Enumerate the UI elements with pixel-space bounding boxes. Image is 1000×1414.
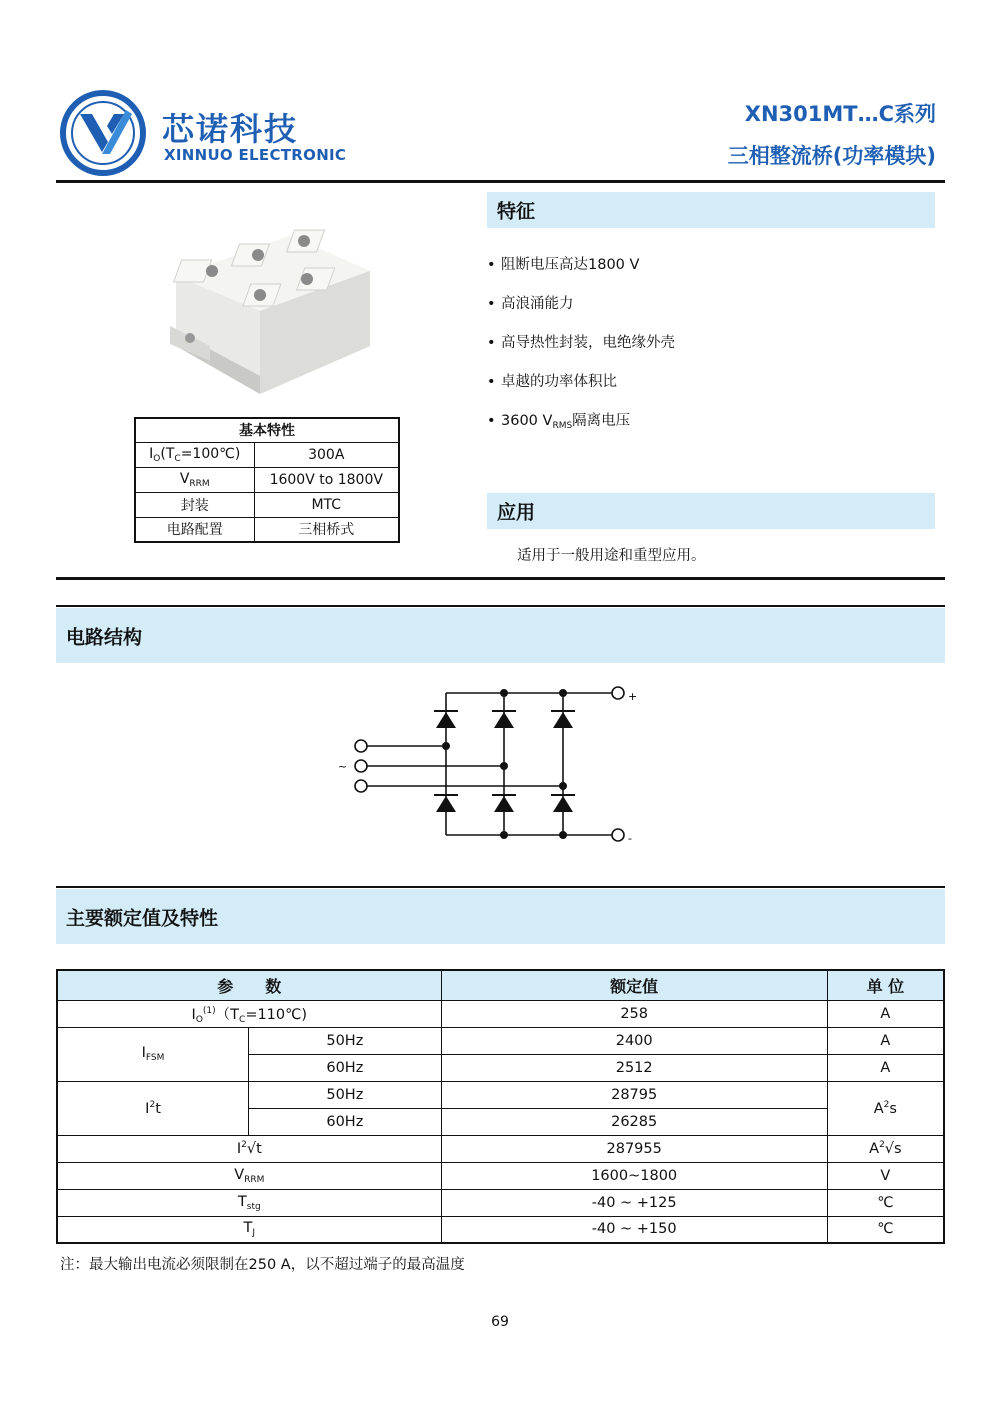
unit-cell: A [827,1027,944,1054]
value-cell: 三相桥式 [254,517,399,542]
table-row [135,492,399,517]
footnote: 注：最大输出电流必须限制在250 A，以不超过端子的最高温度 [60,1257,465,1273]
unit-cell: V [827,1162,944,1189]
param-cell: $T_J$ [57,1216,441,1243]
freq-cell: 50Hz [249,1027,442,1054]
ratings-table [56,969,945,1244]
value-cell: 26285 [441,1108,827,1135]
table-row [135,517,399,542]
param-cell: 封装 [135,492,254,517]
list-item: • 3600 $V_{RMS}$隔离电压 [487,402,675,446]
value-cell: 28795 [441,1081,827,1108]
table-row [57,1135,944,1162]
param-cell: 电路配置 [135,517,254,542]
value-cell: 1600~1800 [441,1162,827,1189]
minus-terminal-label: - [628,832,632,845]
value-cell: 287955 [441,1135,827,1162]
column-header: 单 位 [827,970,944,1000]
value-cell: 258 [441,1000,827,1027]
application-heading-bar [487,493,935,529]
features-heading-bar [487,192,935,228]
list-item: • 阻断电压高达1800 V [487,246,675,285]
freq-cell: 50Hz [249,1081,442,1108]
plus-terminal-label: + [628,690,638,703]
unit-cell: A [827,1000,944,1027]
unit-cell: ℃ [827,1189,944,1216]
section-rule [56,577,945,580]
param-cell: $I_O(T_C=100℃)$ [135,442,254,467]
company-logo [58,88,358,178]
ac-input-label: ~ [338,760,348,773]
value-cell: 300A [254,442,399,467]
logo-emblem-icon [58,88,148,178]
list-item: • 卓越的功率体积比 [487,363,675,402]
unit-cell: ℃ [827,1216,944,1243]
value-cell: -40 ~ +150 [441,1216,827,1243]
product-photo [170,226,380,396]
table-row [57,1081,944,1108]
value-cell: MTC [254,492,399,517]
series-subtitle: 三相整流桥(功率模块) [727,144,936,168]
circuit-heading: 电路结构 [66,626,143,648]
table-row [57,1027,944,1054]
basic-table-heading: 基本特性 [135,418,399,442]
circuit-heading-bar [56,608,945,663]
param-cell: $I_{FSM}$ [57,1027,249,1081]
ratings-heading: 主要额定值及特性 [66,907,219,929]
header-rule [56,180,945,183]
circuit-diagram [330,676,650,856]
value-cell: 1600V to 1800V [254,467,399,492]
param-cell: $I^2t$ [57,1081,249,1135]
application-heading: 应用 [497,501,536,524]
value-cell: -40 ~ +125 [441,1189,827,1216]
param-cell: $V_{RRM}$ [57,1162,441,1189]
company-name-en: XINNUO ELECTRONIC [164,146,347,164]
features-list [487,246,675,446]
features-heading: 特征 [497,200,536,223]
unit-cell: $A^2s$ [827,1081,944,1135]
value-cell: 2400 [441,1027,827,1054]
company-name-cn: 芯诺科技 [162,110,299,148]
table-row [57,1162,944,1189]
table-header-row [57,970,944,1000]
unit-cell: A [827,1054,944,1081]
freq-cell: 60Hz [249,1108,442,1135]
table-row [135,442,399,467]
section-rule [56,886,945,888]
param-cell: $T_{stg}$ [57,1189,441,1216]
table-row [57,1000,944,1027]
value-cell: 2512 [441,1054,827,1081]
basic-characteristics-table [134,417,400,543]
section-rule [56,605,945,607]
ratings-heading-bar [56,889,945,944]
unit-cell: $A^2√s$ [827,1135,944,1162]
table-row [135,467,399,492]
list-item: • 高导热性封装，电绝缘外壳 [487,324,675,363]
freq-cell: 60Hz [249,1054,442,1081]
param-cell: $V_{RRM}$ [135,467,254,492]
table-row [57,1216,944,1243]
series-title: XN301MT…C系列 [744,102,936,126]
table-row [57,1189,944,1216]
column-header: 参 数 [57,970,441,1000]
list-item: • 高浪涌能力 [487,285,675,324]
column-header: 额定值 [441,970,827,1000]
page-number: 69 [491,1314,509,1330]
param-cell: $I^2√t$ [57,1135,441,1162]
application-text: 适用于一般用途和重型应用。 [517,548,706,564]
param-cell: $I_O^{(1)}(T_C=110℃)$ [57,1000,441,1027]
